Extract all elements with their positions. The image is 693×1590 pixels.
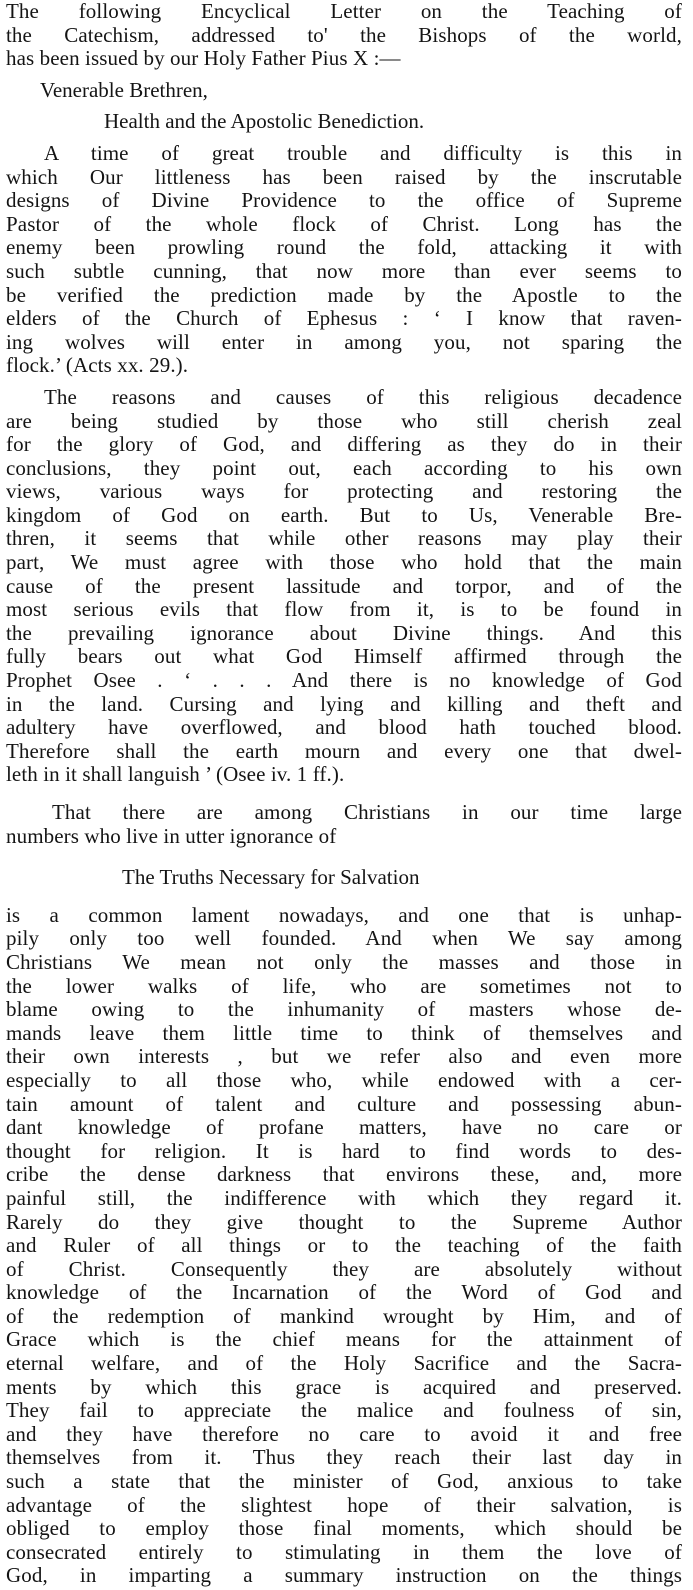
text-line: elders of the Church of Ephesus : ‘ I know that raven- (6, 306, 682, 331)
text-line: Prophet Osee . ‘ . . . And there is no knowledge of God (6, 668, 682, 693)
text-line: has been issued by our Holy Father Pius X :— (6, 46, 401, 71)
paragraph-1 (6, 142, 682, 378)
text-line: The following Encyclical Letter on the Teaching of (6, 0, 682, 23)
text-line: conclusions, they point out, each according to his own (6, 455, 682, 480)
intro-paragraph (6, 0, 682, 71)
text-line: enemy been prowling round the fold, attacking it with (6, 235, 682, 260)
text-line: obliged to employ those final moments, which should be (6, 1516, 682, 1541)
text-line: The reasons and causes of this religious decadence (44, 384, 682, 409)
text-line: kingdom of God on earth. But to Us, Venerable Bre- (6, 502, 682, 527)
text-line: is a common lament nowadays, and one that is unhap- (6, 902, 682, 927)
text-line: and Ruler of all things or to the teaching of the faith (6, 1233, 682, 1258)
text-line: dant knowledge of profane matters, have no care or (6, 1115, 682, 1140)
text-line: Rarely do they give thought to the Supreme Author (6, 1209, 682, 1234)
text-line: Therefore shall the earth mourn and every one that dwel- (6, 738, 682, 763)
subheading: The Truths Necessary for Salvation (122, 865, 420, 890)
text-line: and they have therefore no care to avoid it and free (6, 1421, 682, 1446)
text-line: such a state that the minister of God, anxious to take (6, 1469, 682, 1494)
text-line: numbers who live in utter ignorance of (6, 823, 337, 848)
text-line: such subtle cunning, that now more than ever seems to (6, 258, 682, 283)
salutation: Venerable Brethren, (40, 77, 208, 102)
text-line: advantage of the slightest hope of their salvation, is (6, 1492, 682, 1517)
text-line: That there are among Christians in our time large (52, 800, 682, 824)
text-line: tain amount of talent and culture and possessing abun- (6, 1091, 682, 1116)
text-line: most serious evils that flow from it, is to be found in (6, 597, 682, 622)
text-line: ments by which this grace is acquired and preserved. (6, 1374, 682, 1399)
text-line: ing wolves will enter in among you, not sparing the (6, 329, 682, 354)
newspaper-article (6, 0, 682, 1588)
text-line: their own interests , but we refer also and even more (6, 1044, 682, 1069)
text-line: eternal welfare, and of the Holy Sacrifice and the Sacra- (6, 1351, 682, 1376)
text-line: thought for religion. It is hard to find words to des- (6, 1138, 682, 1163)
text-line: knowledge of the Incarnation of the Word of God and (6, 1280, 682, 1305)
text-line: fully bears out what God Himself affirmed through the (6, 644, 682, 669)
text-line: of the redemption of mankind wrought by Him, and of (6, 1303, 682, 1328)
text-line: cause of the present lassitude and torpor, and of the (6, 573, 682, 598)
text-line: cribe the dense darkness that environs these, and, more (6, 1162, 682, 1187)
text-line: thren, it seems that while other reasons may play their (6, 526, 682, 551)
text-line: Christians We mean not only the masses and those in (6, 949, 682, 974)
text-line: flock.’ (Acts xx. 29.). (6, 353, 189, 378)
text-line: designs of Divine Providence to the office of Supreme (6, 188, 682, 213)
text-line: are being studied by those who still cherish zeal (6, 408, 682, 433)
text-line: the Catechism, addressed to' the Bishops of the world, (6, 22, 682, 47)
text-line: consecrated entirely to stimulating in them the love of (6, 1539, 682, 1564)
text-line: Grace which is the chief means for the attainment of (6, 1327, 682, 1352)
text-line: adultery have overflowed, and blood hath touched blood. (6, 715, 682, 740)
text-line: views, various ways for protecting and restoring the (6, 479, 682, 504)
text-line: be verified the prediction made by the Apostle to the (6, 282, 682, 307)
benediction: Health and the Apostolic Benediction. (104, 109, 425, 134)
text-line: of Christ. Consequently they are absolutely without (6, 1256, 682, 1281)
text-line: Pastor of the whole flock of Christ. Long has the (6, 211, 682, 236)
text-line: God, in imparting a summary instruction on the things (6, 1563, 682, 1588)
text-line: They fail to appreciate the malice and foulness of sin, (6, 1398, 682, 1423)
text-line: A time of great trouble and difficulty is this in (44, 140, 682, 165)
text-line: part, We must agree with those who hold that the main (6, 550, 682, 575)
paragraph-2 (6, 386, 682, 787)
text-line: the prevailing ignorance about Divine things. And this (6, 620, 682, 645)
text-line: themselves from it. Thus they reach their last day in (6, 1445, 682, 1470)
text-line: in the land. Cursing and lying and killing and theft and (6, 691, 682, 716)
text-line: mands leave them little time to think of themselves and (6, 1020, 682, 1045)
text-line: painful still, the indifference with which they regard it. (6, 1185, 682, 1210)
text-line: especially to all those who, while endowed with a cer- (6, 1067, 682, 1092)
text-line: blame owing to the inhumanity of masters whose de- (6, 997, 682, 1022)
paragraph-4 (6, 904, 682, 1588)
text-line: leth in it shall languish ’ (Osee iv. 1 ff.). (6, 762, 345, 787)
text-line: for the glory of God, and differing as they do in their (6, 432, 682, 457)
text-line: the lower walks of life, who are sometimes not to (6, 973, 682, 998)
paragraph-3 (6, 801, 682, 848)
text-line: pily only too well founded. And when We say among (6, 926, 682, 951)
text-line: which Our littleness has been raised by the inscrutable (6, 164, 682, 189)
